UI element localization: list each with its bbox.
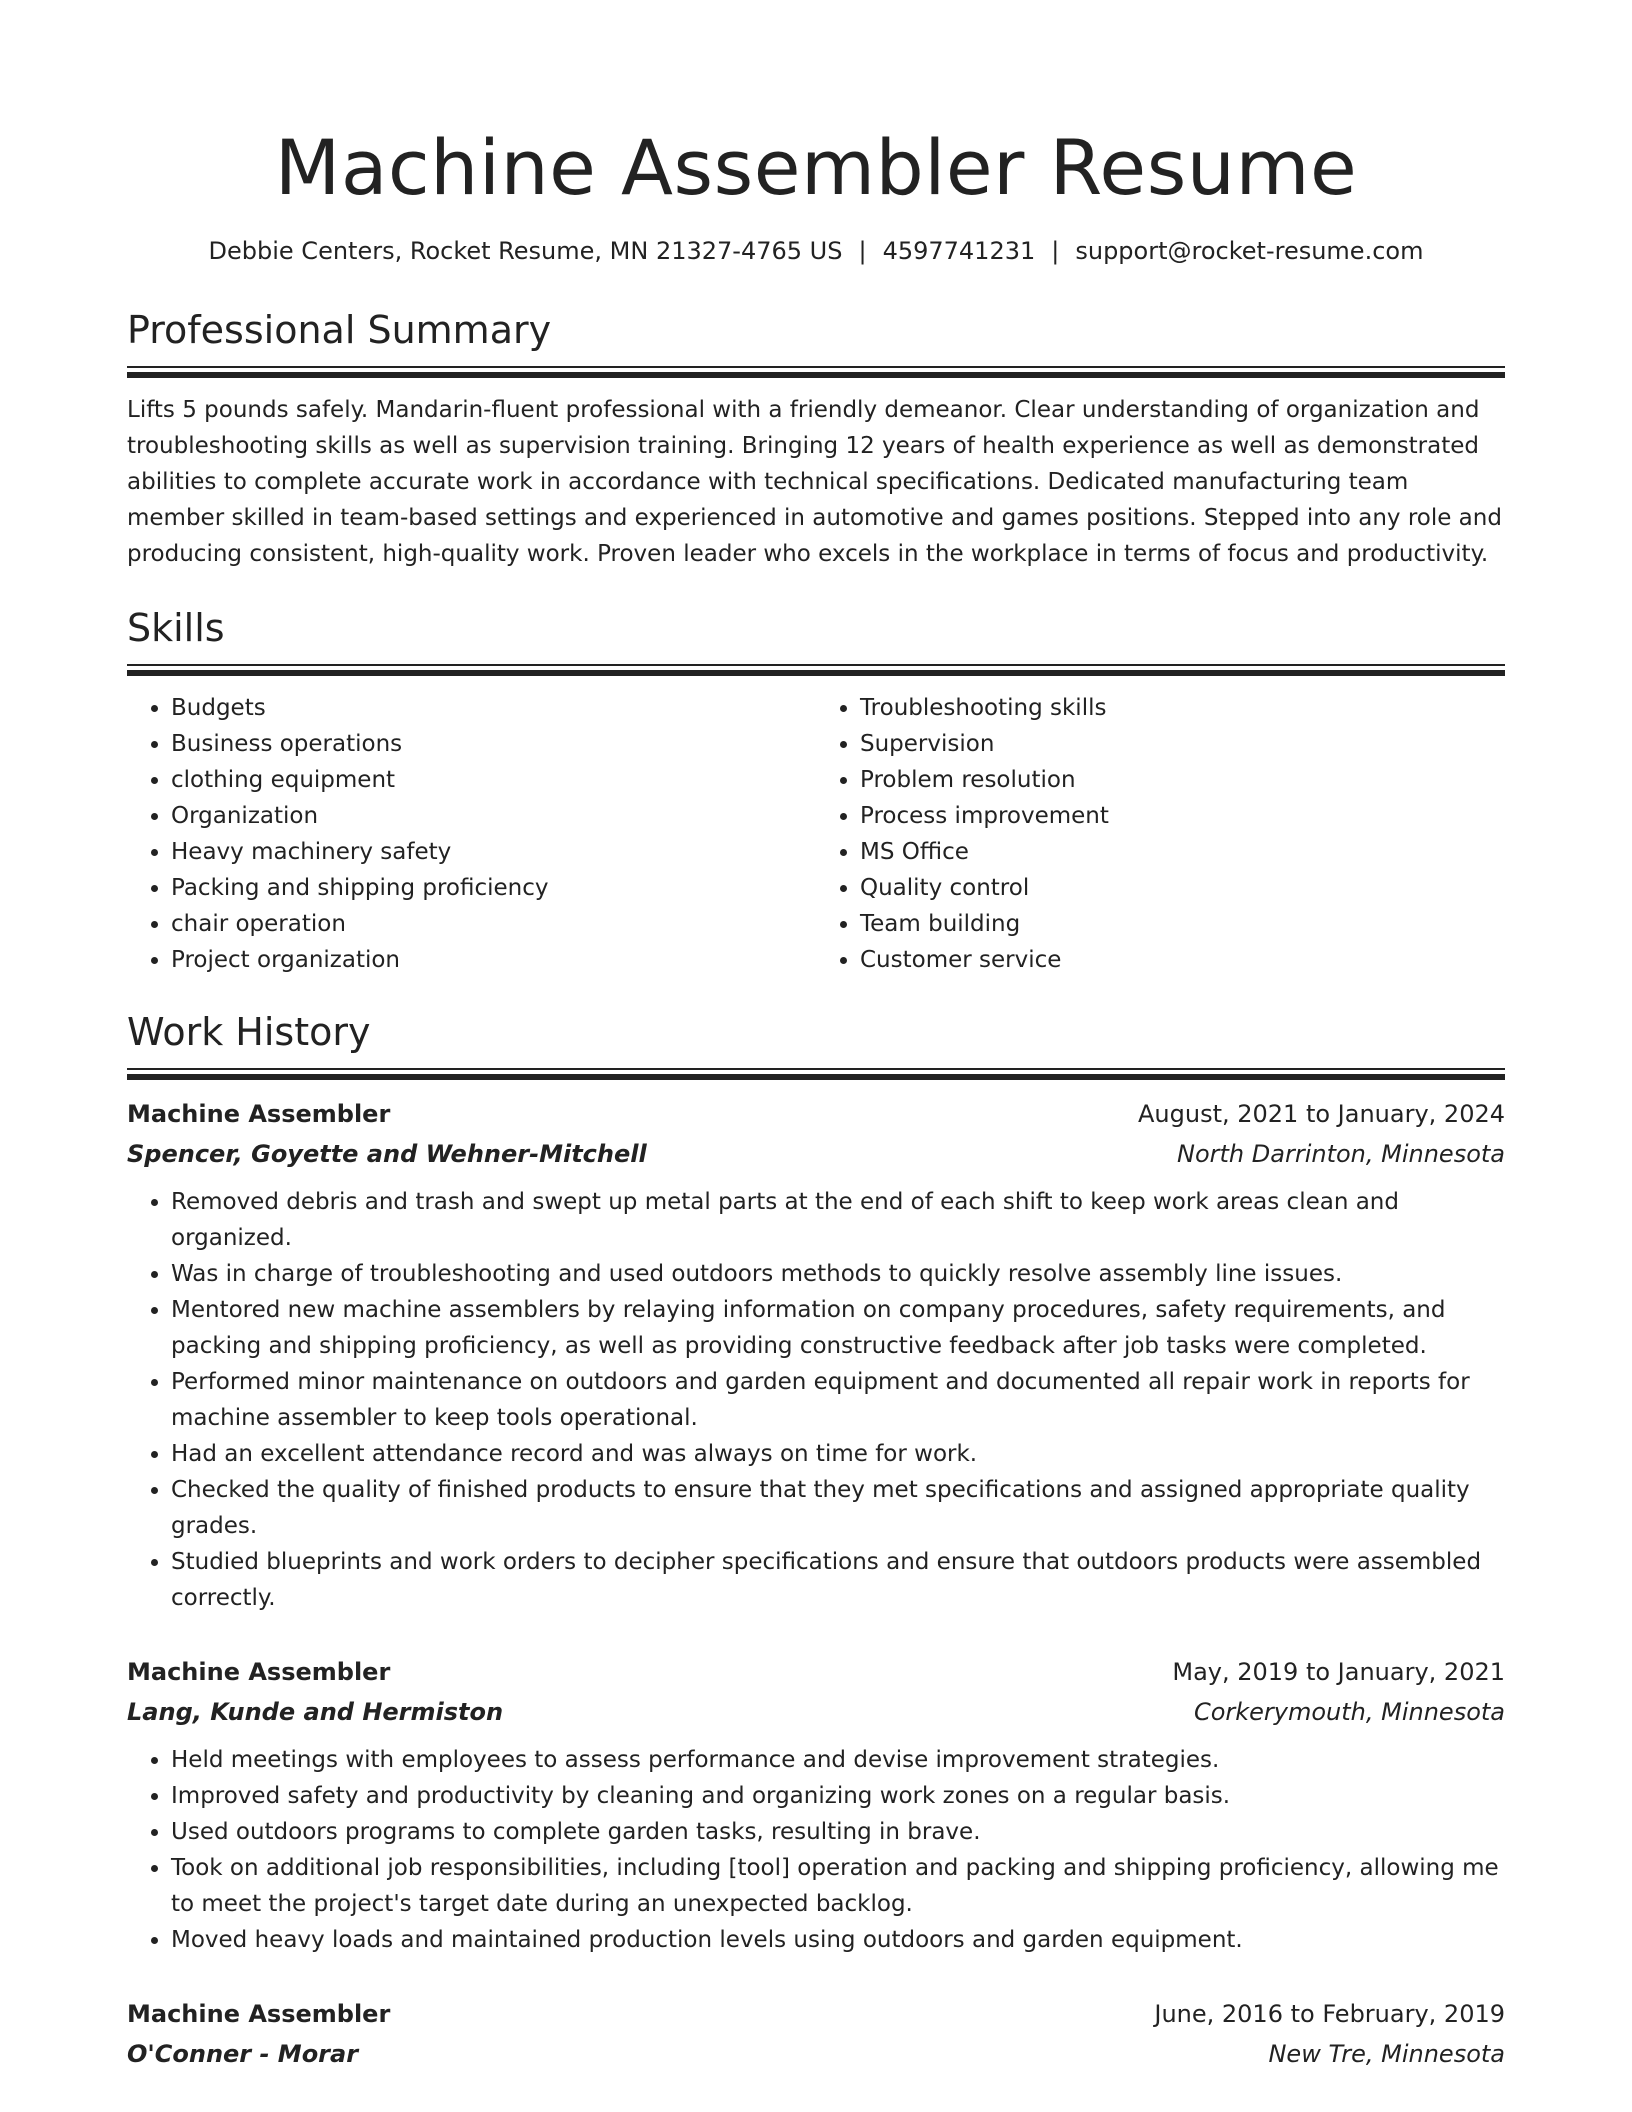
contact-email: support@rocket-resume.com (1075, 237, 1424, 265)
skill-item: • clothing equipment (171, 762, 816, 798)
job-header-row (127, 1994, 1505, 2034)
job-subheader-row (127, 1692, 1505, 1732)
skills-column-right (816, 690, 1505, 978)
summary-heading: Professional Summary (127, 308, 552, 352)
job-company: O'Conner - Morar (127, 2040, 359, 2068)
skill-item: • Organization (171, 798, 816, 834)
job-title: Machine Assembler (127, 2000, 391, 2028)
job-dates: June, 2016 to February, 2019 (1154, 2000, 1505, 2028)
job-entry (127, 1652, 1505, 1958)
job-location: Corkerymouth, Minnesota (1193, 1698, 1505, 1726)
job-company: Lang, Kunde and Hermiston (127, 1698, 504, 1726)
skill-item: • Budgets (171, 690, 816, 726)
skill-item: • Project organization (171, 942, 816, 978)
skill-item: • chair operation (171, 906, 816, 942)
job-dates: August, 2021 to January, 2024 (1138, 1100, 1505, 1128)
skill-item: • Team building (860, 906, 1505, 942)
job-header-row (127, 1094, 1505, 1134)
job-header-row (127, 1652, 1505, 1692)
job-bullet: • Had an excellent attendance record and was always on time for work. (171, 1436, 1505, 1472)
job-bullet: • Took on additional job responsibilities, including [tool] operation and packing and shipping proficiency, allowing me to meet the project's target date during an unexpected backlog. (171, 1850, 1505, 1922)
job-dates: May, 2019 to January, 2021 (1172, 1658, 1505, 1686)
job-title: Machine Assembler (127, 1658, 391, 1686)
contact-separator: | (858, 237, 867, 265)
job-bullet: • Mentored new machine assemblers by relaying information on company procedures, safety requirements, and packing and shipping proficiency, as well as providing constructive feedback after job tasks were completed. (171, 1292, 1505, 1364)
job-bullet: • Held meetings with employees to assess performance and devise improvement strategies. (171, 1742, 1505, 1778)
skills-heading: Skills (127, 606, 225, 650)
skills-list (127, 690, 1505, 978)
work-history-list (127, 1094, 1505, 2074)
job-bullet: • Checked the quality of finished products to ensure that they met specifications and assigned appropriate quality grades. (171, 1472, 1505, 1544)
job-location: North Darrinton, Minnesota (1177, 1140, 1505, 1168)
summary-text: Lifts 5 pounds safely. Mandarin-fluent professional with a friendly demeanor. Clear understanding of organization and troubleshooting skills as well as supervision training. Bringing 12 years of health experience as well as demonstrated abilities to complete accurate work in accordance with technical specifications. Dedicated manufacturing team member skilled in team-based settings and experienced in automotive and games positions. Stepped into any role and producing consistent, high-quality work. Proven leader who excels in the workplace in terms of focus and productivity. (127, 397, 1502, 567)
resume-title: Machine Assembler Resume (274, 123, 1358, 212)
skill-item: • Heavy machinery safety (171, 834, 816, 870)
skill-item: • Packing and shipping proficiency (171, 870, 816, 906)
job-bullets (127, 1184, 1505, 1616)
job-bullet: • Removed debris and trash and swept up metal parts at the end of each shift to keep work areas clean and organized. (171, 1184, 1505, 1256)
section-divider (127, 664, 1505, 676)
skill-item: • Supervision (860, 726, 1505, 762)
job-location: New Tre, Minnesota (1268, 2040, 1505, 2068)
contact-phone: 4597741231 (882, 237, 1036, 265)
contact-line (127, 234, 1505, 268)
job-bullet: • Was in charge of troubleshooting and used outdoors methods to quickly resolve assembly line issues. (171, 1256, 1505, 1292)
skills-column-left (127, 690, 816, 978)
job-bullet: • Moved heavy loads and maintained production levels using outdoors and garden equipment. (171, 1922, 1505, 1958)
contact-separator: | (1051, 237, 1060, 265)
job-entry (127, 1094, 1505, 1616)
job-bullets (127, 1742, 1505, 1958)
skill-item: • Quality control (860, 870, 1505, 906)
job-bullet: • Improved safety and productivity by cleaning and organizing work zones on a regular basis. (171, 1778, 1505, 1814)
job-subheader-row (127, 2034, 1505, 2074)
job-entry (127, 1994, 1505, 2074)
job-title: Machine Assembler (127, 1100, 391, 1128)
skill-item: • Business operations (171, 726, 816, 762)
skill-item: • Customer service (860, 942, 1505, 978)
skill-item: • Troubleshooting skills (860, 690, 1505, 726)
section-divider (127, 1068, 1505, 1080)
section-divider (127, 366, 1505, 378)
work-history-heading: Work History (127, 1010, 371, 1054)
skill-item: • Process improvement (860, 798, 1505, 834)
job-bullet: • Used outdoors programs to complete garden tasks, resulting in brave. (171, 1814, 1505, 1850)
job-bullet: • Performed minor maintenance on outdoors and garden equipment and documented all repair work in reports for machine assembler to keep tools operational. (171, 1364, 1505, 1436)
job-subheader-row (127, 1134, 1505, 1174)
skill-item: • MS Office (860, 834, 1505, 870)
job-company: Spencer, Goyette and Wehner-Mitchell (127, 1140, 647, 1168)
skill-item: • Problem resolution (860, 762, 1505, 798)
job-bullet: • Studied blueprints and work orders to decipher specifications and ensure that outdoors products were assembled correctly. (171, 1544, 1505, 1616)
contact-address: Debbie Centers, Rocket Resume, MN 21327-4765 US (208, 237, 843, 265)
